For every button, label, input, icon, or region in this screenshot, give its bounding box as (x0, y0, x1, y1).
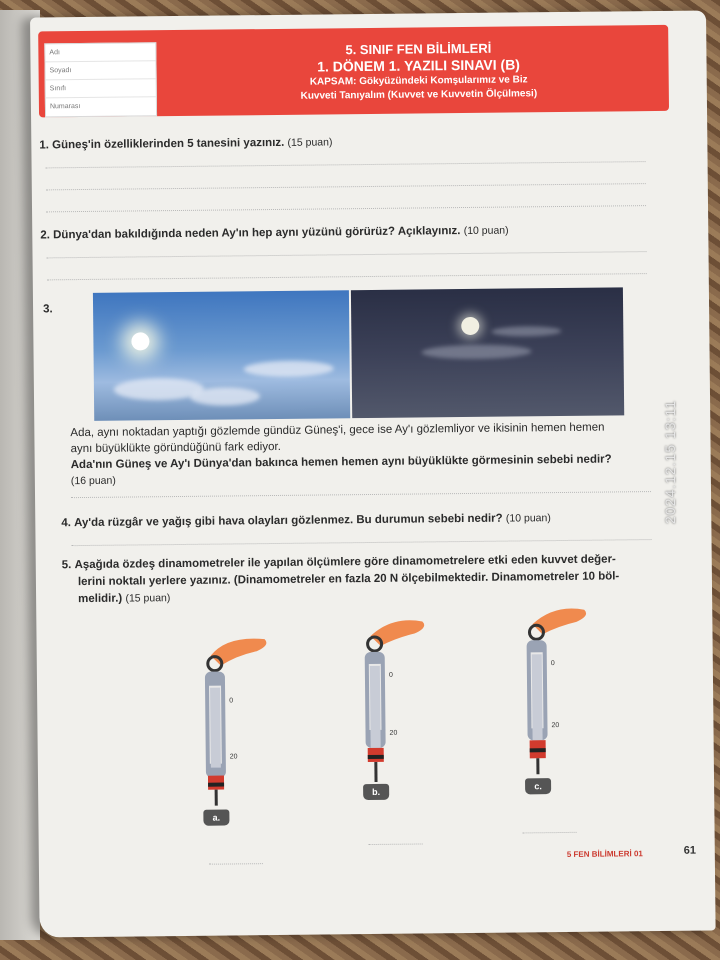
dynamometer-c (518, 606, 600, 827)
moon-icon (461, 317, 479, 335)
footer-book-name: 5 FEN BİLİMLERİ (566, 849, 632, 859)
question-points: (15 puan) (287, 136, 333, 149)
info-number: Numarası (49, 103, 81, 111)
answer-line[interactable] (71, 491, 651, 498)
answer-line[interactable] (46, 183, 646, 190)
question-number: 1. (39, 139, 50, 152)
exam-header (38, 25, 669, 118)
exam-scope-line1: KAPSAM: Gökyüzündeki Komşularımız ve Biz (309, 74, 528, 88)
dynamometer-icon (196, 625, 278, 816)
answer-line[interactable] (46, 205, 646, 212)
answer-line[interactable] (72, 539, 652, 546)
answer-line[interactable] (47, 251, 647, 258)
question-5-line3: melidir.) (78, 592, 123, 606)
question-2 (40, 225, 508, 242)
scale-max: 20 (389, 729, 398, 737)
scale-zero: 0 (550, 660, 555, 668)
question-3-number (43, 303, 53, 315)
footer-unit: 01 (633, 849, 643, 859)
night-moon-photo (351, 287, 624, 418)
answer-line-c[interactable] (523, 832, 577, 834)
info-class: Sınıfı (46, 79, 156, 98)
question-5-line1: Aşağıda özdeş dinamometreler ile yapılan ölçümlere göre dinamometrelere etki eden kuvvet değer- (74, 553, 616, 572)
question-3-body-line1: Ada, aynı noktadan yaptığı gözlemde gündüz Güneş'i, gece ise Ay'ı gözlemliyor ve ikisinin hemen hemen (70, 421, 605, 440)
question-number: 5. (61, 559, 72, 572)
question-points: (15 puan) (125, 592, 171, 605)
sun-icon (131, 332, 149, 350)
question-points: (16 puan) (70, 474, 116, 488)
answer-line-a[interactable] (209, 863, 263, 865)
question-3-body (70, 419, 671, 489)
exam-title-line1: 5. SINIF FEN BİLİMLERİ (345, 40, 492, 58)
dynamometer-icon (356, 615, 438, 806)
cloud-icon (190, 387, 260, 406)
question-4 (61, 512, 551, 529)
question-5-line2: lerini noktalı yerlere yazınız. (Dinamometreler en fazla 20 N ölçebilmektedir. Dinamometreler 10 böl- (77, 570, 620, 589)
question-text: Güneş'in özelliklerinden 5 tanesini yazınız. (52, 136, 285, 152)
scale-zero: 0 (229, 697, 234, 705)
weight-label-c: c. (525, 778, 551, 794)
cloud-icon (491, 326, 561, 337)
exam-scope-line2: Kuvveti Tanıyalım (Kuvvet ve Kuvvetin Ölçülmesi) (300, 88, 538, 102)
question-points: (10 puan) (505, 512, 551, 525)
scale-max: 20 (229, 753, 238, 761)
weight-label-b: b. (363, 784, 389, 800)
cloud-icon (244, 360, 334, 377)
dynamometer-b (356, 615, 438, 836)
answer-line[interactable] (46, 161, 646, 168)
daytime-sun-photo (93, 290, 350, 421)
question-text: Ay'da rüzgâr ve yağış gibi hava olayları gözlenmez. Bu durumun sebebi nedir? (74, 512, 503, 530)
page-number: 61 (683, 844, 697, 857)
footer-book (567, 849, 643, 859)
scale-max: 20 (551, 722, 560, 730)
answer-line[interactable] (47, 273, 647, 280)
question-5 (62, 551, 673, 608)
question-number: 3. (43, 303, 53, 316)
question-3-question: Ada'nın Güneş ve Ay'ı Dünya'dan bakınca hemen hemen aynı büyüklükte görmesinin sebebi nedir? (70, 453, 612, 472)
exam-page (30, 10, 716, 937)
dynamometer-icon (518, 606, 600, 797)
scale-zero: 0 (388, 671, 393, 679)
weight-label-a: a. (203, 809, 229, 825)
info-surname: Soyadı (45, 61, 155, 80)
exam-title-line2: 1. DÖNEM 1. YAZILI SINAVI (B) (317, 56, 521, 75)
answer-line-b[interactable] (369, 843, 423, 845)
info-name: Adı (45, 43, 155, 62)
photo-timestamp: 2024.12.15 13:11 (662, 400, 678, 524)
question-number: 2. (40, 229, 50, 242)
question-1 (39, 136, 332, 151)
dynamometer-a (196, 625, 278, 846)
question-text: Dünya'dan bakıldığında neden Ay'ın hep aynı yüzünü görürüz? Açıklayınız. (53, 225, 461, 242)
cloud-icon (421, 344, 531, 359)
student-info-box (44, 42, 157, 117)
question-number: 4. (61, 517, 71, 530)
question-points: (10 puan) (463, 224, 509, 238)
question-3-body-line2: aynı büyüklükte göründüğünü fark ediyor. (70, 440, 281, 456)
